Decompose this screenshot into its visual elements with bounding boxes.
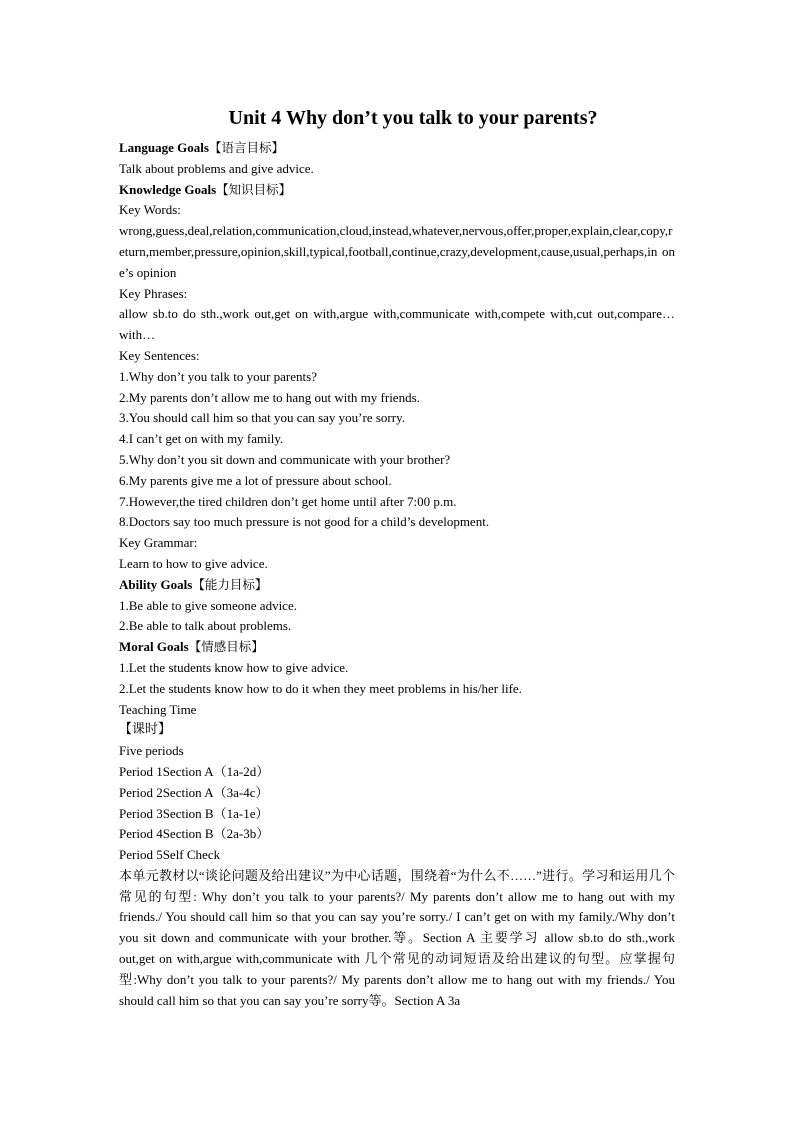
key-phrases-label: Key Phrases: [119,285,188,301]
key-sentence: 3.You should call him so that you can say you’re sorry. [119,410,405,426]
knowledge-goals-label: Knowledge Goals [119,181,217,197]
key-sentence: 8.Doctors say too much pressure is not good for a child’s development. [119,514,490,530]
key-words-label: Key Words: [119,202,181,218]
moral-goals-label: Moral Goals [119,639,189,655]
key-sentence: 1.Why don’t you talk to your parents? [119,368,317,384]
document-page [119,104,675,1011]
key-grammar-text: Learn to how to give advice. [119,555,268,571]
language-goals-text: Talk about problems and give advice. [119,160,314,176]
language-goals-label: Language Goals [119,140,209,155]
teaching-time-label: Teaching Time [119,701,197,717]
teaching-time-total: Five periods [119,743,184,759]
key-words-list: wrong,guess,deal,relation,communication,cloud,instead,whatever,nervous,offer,proper,explain,clear,copy,return,member,pressure,opinion,skill,typical,football,continue,crazy,development,cause,usual,perhaps,in one’s opinion [119,223,675,280]
period-item: Period 5Self Check [119,847,221,863]
moral-goal-item: 2.Let the students know how to do it when they meet problems in his/her life. [119,680,522,696]
period-item: Period 2Section A（3a-4c） [119,784,269,800]
key-sentence: 2.My parents don’t allow me to hang out with my friends. [119,389,420,405]
period-item: Period 4Section B（2a-3b） [119,826,270,842]
teaching-time-label-cn: 【课时】 [119,722,172,738]
intro-paragraph: 本单元教材以“谈论问题及给出建议”为中心话题，围绕着“为什么不……”进行。学习和运用几个常见的句型: Why don’t you talk to your parents?/ My parents don’t allow me to hang out with my friends./ You should call him so that you can say you’re sorry./ I can’t get on with my family./Why don’t you sit down and communicate with your brother.等。Section A 主要学习 allow sb.to do sth.,work out,get on with,argue with,communicate with 几个常见的动词短语及给出建议的句型。应掌握句型:Why don’t you talk to your parents?/ My parents don’t allow me to hang out with my friends./ You should call him so that you can say you’re sorry等。Section A 3a [119,867,675,1008]
key-grammar-label: Key Grammar: [119,535,198,551]
key-sentence: 6.My parents give me a lot of pressure about school. [119,472,392,488]
language-goals-heading [119,138,675,159]
period-item: Period 3Section B（1a-1e） [119,805,269,821]
key-sentence: 5.Why don’t you sit down and communicate with your brother? [119,451,451,467]
ability-goals-label-cn: 【能力目标】 [192,576,268,592]
ability-goals-heading [119,575,675,596]
language-goals-label-cn: 【语言目标】 [208,140,284,155]
knowledge-goals-heading [119,180,675,201]
key-phrases-list: allow sb.to do sth.,work out,get on with,argue with,communicate with,compete with,cut out,compare… with… [119,306,675,343]
moral-goals-heading [119,637,675,658]
key-sentence: 7.However,the tired children don’t get home until after 7:00 p.m. [119,493,457,509]
knowledge-goals-label-cn: 【知识目标】 [216,181,292,197]
document-title: Unit 4 Why don’t you talk to your parents? [228,107,598,129]
ability-goal-item: 2.Be able to talk about problems. [119,618,292,634]
key-sentence: 4.I can’t get on with my family. [119,431,284,447]
moral-goals-label-cn: 【情感目标】 [188,639,264,655]
ability-goals-label: Ability Goals [119,576,193,592]
ability-goal-item: 1.Be able to give someone advice. [119,597,297,613]
period-item: Period 1Section A（1a-2d） [119,763,270,779]
key-sentences-label: Key Sentences: [119,347,200,363]
moral-goal-item: 1.Let the students know how to give advice. [119,659,349,675]
